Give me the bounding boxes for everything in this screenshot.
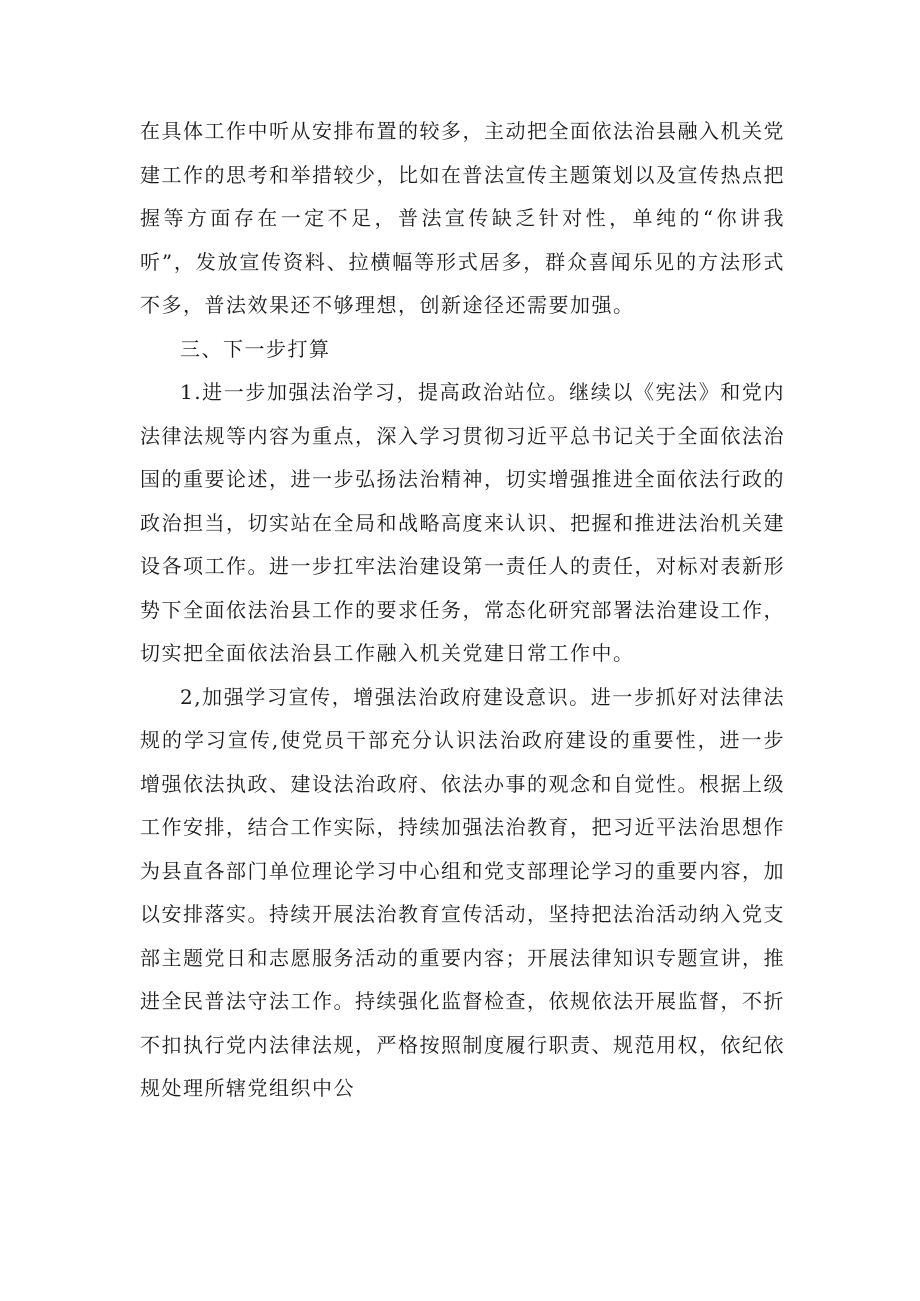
paragraph-continuation: 在具体工作中听从安排布置的较多，主动把全面依法治县融入机关党建工作的思考和举措较少，比如在普法宣传主题策划以及宣传热点把握等方面存在一定不足，普法宣传缺乏针对性，单纯的“你讲我听”，发放宣传资料、拉横幅等形式居多，群众喜闻乐见的方法形式不多，普法效果还不够理想，创新途径还需要加强。 — [140, 119, 785, 317]
section-heading-next-steps: 三、下一步打算 — [180, 336, 331, 361]
document-body — [140, 110, 785, 1111]
paragraph-item-1: 1.进一步加强法治学习，提高政治站位。继续以《宪法》和党内法律法规等内容为重点，深入学习贯彻习近平总书记关于全面依法治国的重要论述，进一步弘扬法治精神，切实增强推进全面依法行政的政治担当，切实站在全局和战略高度来认识、把握和推进法治机关建设各项工作。进一步扛牢法治建设第一责任人的责任，对标对表新形势下全面依法治县工作的要求任务，常态化研究部署法治建设工作，切实把全面依法治县工作融入机关党建日常工作中。 — [140, 380, 785, 665]
paragraph-item-2: 2,加强学习宣传，增强法治政府建设意识。进一步抓好对法律法规的学习宣传,使党员干部充分认识法治政府建设的重要性，进一步增强依法执政、建设法治政府、依法办事的观念和自觉性。根据上级工作安排，结合工作实际，持续加强法治教育，把习近平法治思想作为县直各部门单位理论学习中心组和党支部理论学习的重要内容，加以安排落实。持续开展法治教育宣传活动，坚持把法治活动纳入党支部主题党日和志愿服务活动的重要内容；开展法律知识专题宣讲，推进全民普法守法工作。持续强化监督检查，依规依法开展监督，不折不扣执行党内法律法规，严格按照制度履行职责、规范用权，依纪依规处理所辖党组织中公 — [140, 684, 785, 1100]
